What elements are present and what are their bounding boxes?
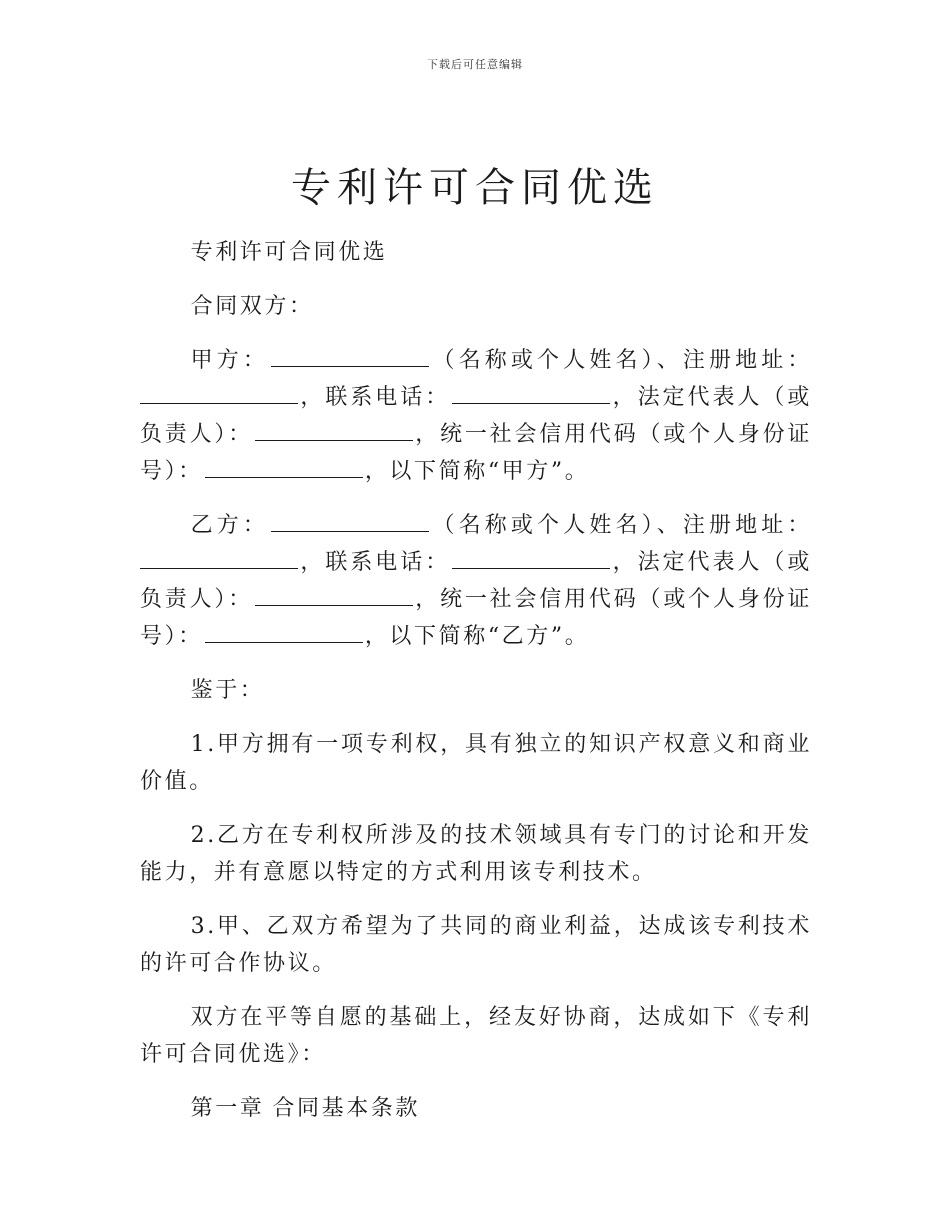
party-b-rep-blank[interactable] (255, 581, 413, 606)
party-a-name-blank[interactable] (271, 342, 429, 367)
party-b-code-blank[interactable] (205, 618, 363, 643)
clause-item: 3.甲、乙双方希望为了共同的商业利益，达成该专利技术的许可合作协议。 (140, 914, 812, 976)
chapter-name: 合同基本条款 (272, 1096, 421, 1121)
party-a-phone-blank[interactable] (452, 379, 610, 404)
party-a-paragraph (140, 342, 812, 490)
document-body (140, 234, 812, 1144)
intro-paragraph: 专利许可合同优选 (190, 240, 388, 265)
party-b-prefix: 乙方： (190, 513, 269, 538)
party-b-code-label: ，统一社会信用代码（或个人身份证号）： (140, 587, 812, 649)
clause-item: 1.甲方拥有一项专利权，具有独立的知识产权意义和商业价值。 (140, 732, 812, 794)
chapter-number: 第一章 (190, 1096, 265, 1121)
parties-label: 合同双方： (190, 294, 314, 319)
party-b-address-blank[interactable] (140, 544, 298, 569)
party-b-alias: ，以下简称“乙方”。 (364, 624, 590, 649)
party-b-after-name: （名称或个人姓名）、注册地址： (431, 513, 812, 538)
party-a-after-name: （名称或个人姓名）、注册地址： (431, 348, 812, 373)
header-note: 下载后可任意编辑 (427, 58, 523, 71)
party-a-rep-blank[interactable] (255, 416, 413, 441)
party-a-code-label: ，统一社会信用代码（或个人身份证号）： (140, 422, 812, 484)
party-b-rep-label: ，法定代表人（或负责人）： (140, 550, 812, 612)
chapter-heading (140, 1090, 812, 1127)
party-b-phone-label: ，联系电话： (300, 550, 451, 575)
party-a-alias: ，以下简称“甲方”。 (364, 459, 590, 484)
party-b-name-blank[interactable] (271, 507, 429, 532)
party-b-phone-blank[interactable] (452, 544, 610, 569)
party-a-phone-label: ，联系电话： (300, 385, 451, 410)
whereas-label: 鉴于： (190, 678, 265, 703)
party-a-prefix: 甲方： (190, 348, 269, 373)
party-a-code-blank[interactable] (205, 453, 363, 478)
clause-item: 2.乙方在专利权所涉及的技术领域具有专门的讨论和开发能力，并有意愿以特定的方式利用该专利技术。 (140, 823, 812, 885)
party-b-paragraph (140, 507, 812, 655)
party-a-rep-label: ，法定代表人（或负责人）： (140, 385, 812, 447)
agreement-paragraph: 双方在平等自愿的基础上，经友好协商，达成如下《专利许可合同优选》： (140, 1005, 812, 1067)
party-a-address-blank[interactable] (140, 379, 298, 404)
document-title: 专利许可合同优选 (291, 165, 659, 211)
